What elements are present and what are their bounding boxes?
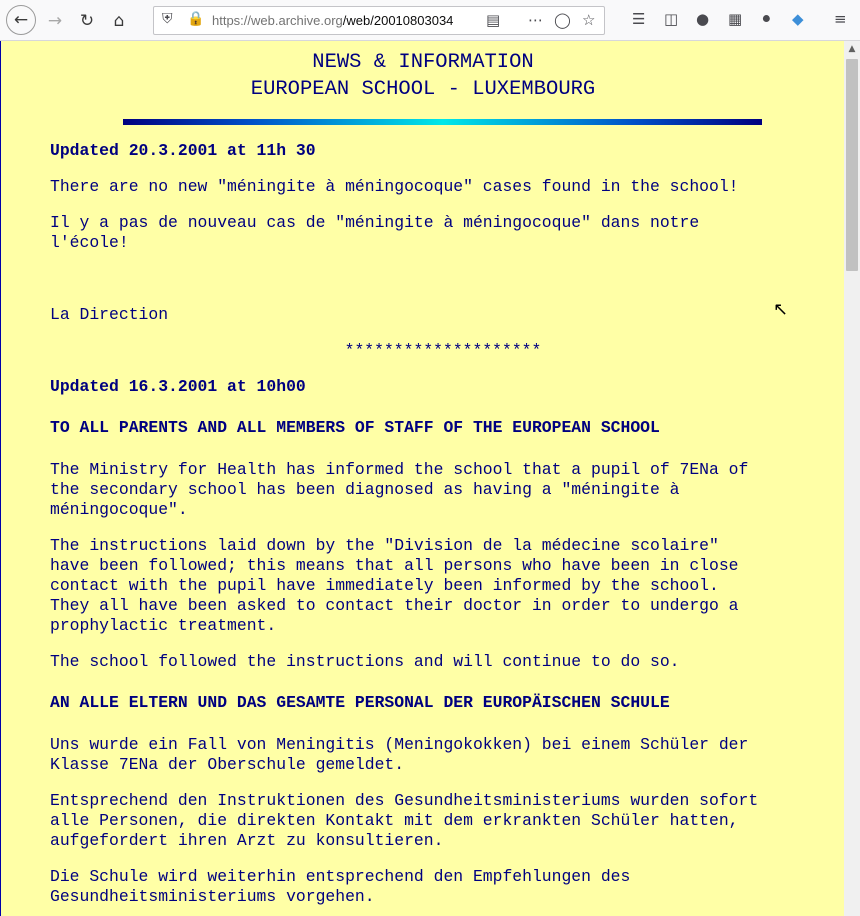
german-paragraph-3-line: Die Schule wird weiterhin entsprechend den Empfehlungen des [50,867,631,886]
english-paragraph-2-line: They all have been asked to contact their doctor in order to undergo a [50,596,739,615]
german-paragraph-3-line: Gesundheitsministeriums vorgehen. [50,887,375,906]
vertical-scrollbar[interactable] [844,41,860,916]
update-2-title: Updated 16.3.2001 at 10h00 [50,377,306,396]
german-paragraph-2-line: Entsprechend den Instruktionen des Gesundheitsministeriums wurden sofort [50,791,759,810]
reload-icon[interactable]: ↻ [79,11,95,31]
update-1-paragraph-2-line-2: l'école! [50,233,129,252]
sidebar-icon[interactable]: ◫ [664,10,679,28]
update-1-paragraph-2-line-1: Il y a pas de nouveau cas de "méningite à méningocoque" dans notre [50,213,700,232]
scroll-up-arrow-icon[interactable]: ▲ [848,44,856,54]
english-paragraph-2-line: have been followed; this means that all persons who have been in close [50,556,739,575]
update-1-paragraph-1: There are no new "méningite à méningocoque" cases found in the school! [50,177,739,196]
browser-toolbar [0,0,860,41]
page-actions-icon[interactable]: ⋯ [528,11,543,29]
page-content [0,41,844,916]
pocket-icon[interactable]: ◯ [554,11,571,29]
english-paragraph-2-line: prophylactic treatment. [50,616,277,635]
german-paragraph-2-line: alle Personen, die direkten Kontakt mit dem erkrankten Schüler hatten, [50,811,739,830]
star-separator: ******************** [344,341,542,360]
page-title-line-1: NEWS & INFORMATION [312,51,534,74]
url-bar[interactable] [153,6,605,35]
library-icon[interactable]: ☰ [632,10,646,28]
page-title-line-2: EUROPEAN SCHOOL - LUXEMBOURG [250,78,596,101]
lock-icon[interactable]: 🔒 [187,11,205,27]
english-paragraph-2-line: contact with the pupil have immediately been informed by the school. [50,576,719,595]
url-text[interactable] [212,13,482,28]
gradient-divider [123,119,762,125]
english-paragraph-1-line: The Ministry for Health has informed the school that a pupil of 7ENa of [50,460,749,479]
german-paragraph-1-line: Klasse 7ENa der Oberschule gemeldet. [50,755,405,774]
english-paragraph-1-line: the secondary school has been diagnosed as having a "méningite à [50,480,680,499]
home-icon[interactable]: ⌂ [113,11,125,31]
english-paragraph-2-line: The instructions laid down by the "Division de la médecine scolaire" [50,536,719,555]
extension-icon[interactable]: ▦ [728,10,743,28]
back-arrow-icon[interactable]: ← [6,5,36,35]
english-paragraph-3: The school followed the instructions and will continue to do so. [50,652,680,671]
extension-balls-icon[interactable]: ⚫ [760,10,773,28]
url-path: /web/20010803034 [342,13,454,28]
forward-arrow-icon[interactable]: → [47,11,63,31]
shield-icon[interactable]: ⛨ [162,11,173,27]
german-paragraph-1-line: Uns wurde ein Fall von Meningitis (Meningokokken) bei einem Schüler der [50,735,749,754]
reader-view-icon[interactable]: ▤ [486,11,501,29]
german-heading: AN ALLE ELTERN UND DAS GESAMTE PERSONAL DER EUROPÄISCHEN SCHULE [50,693,670,712]
menu-icon[interactable]: ≡ [834,10,847,28]
account-icon[interactable]: ● [696,10,710,28]
extension-diamond-icon[interactable]: ◆ [792,10,804,28]
english-paragraph-1-line: méningocoque". [50,500,188,519]
english-heading: TO ALL PARENTS AND ALL MEMBERS OF STAFF OF THE EUROPEAN SCHOOL [50,418,660,437]
update-1-title: Updated 20.3.2001 at 11h 30 [50,141,316,160]
signature: La Direction [50,305,169,324]
scrollbar-thumb[interactable] [846,59,858,271]
german-paragraph-2-line: aufgefordert ihren Arzt zu konsultieren. [50,831,444,850]
url-domain: https://web.archive.org [212,13,343,28]
mouse-pointer-icon: ↖ [773,299,789,320]
bookmark-star-icon[interactable]: ☆ [582,11,596,29]
